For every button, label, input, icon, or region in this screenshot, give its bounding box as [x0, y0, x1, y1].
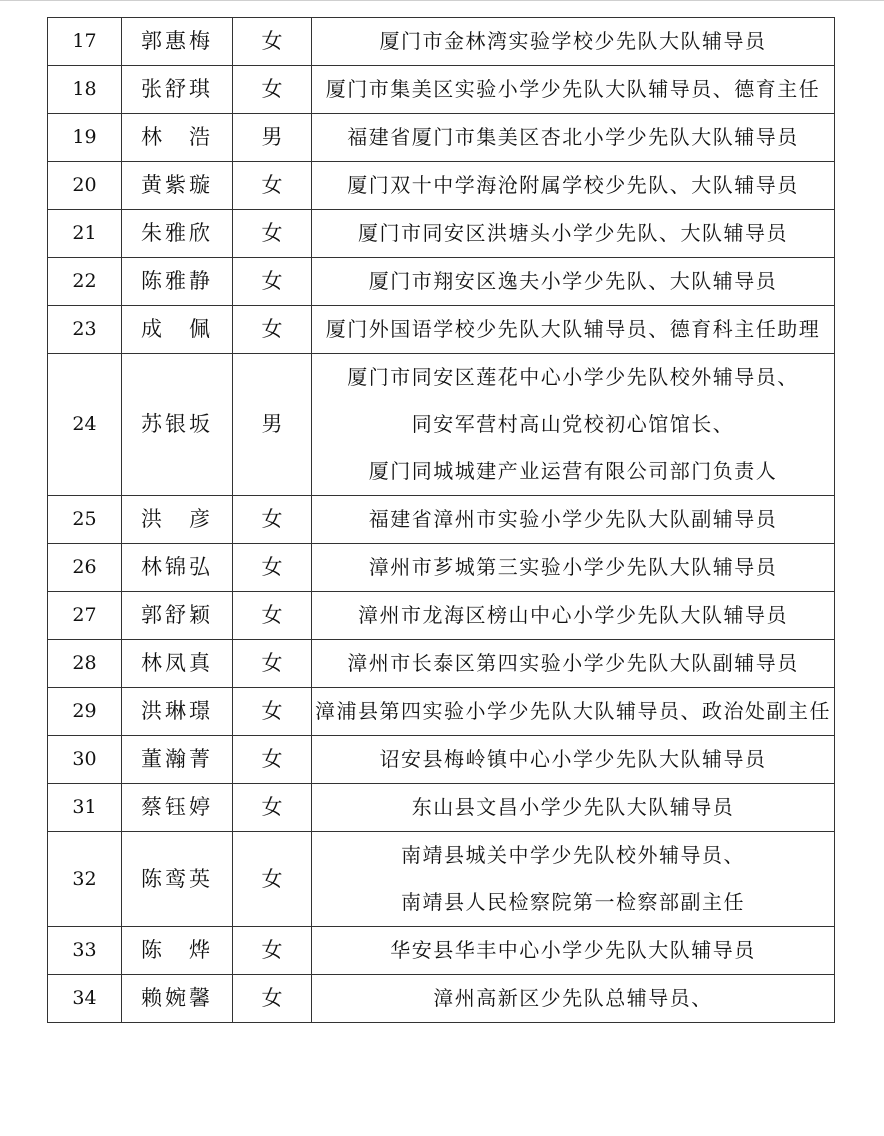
table-row — [48, 354, 835, 496]
position-cell — [312, 258, 835, 306]
table-row — [48, 306, 835, 354]
person-name-cell: 陈 烨 — [122, 927, 233, 975]
person-name-cell: 郭惠梅 — [122, 18, 233, 66]
position-cell — [312, 496, 835, 544]
table-row — [48, 66, 835, 114]
position-line: 南靖县城关中学少先队校外辅导员、 — [401, 843, 745, 867]
position-line: 漳浦县第四实验小学少先队大队辅导员、政治处副主任 — [315, 699, 831, 723]
roster-table — [47, 17, 835, 1023]
position-line: 漳州高新区少先队总辅导员、 — [433, 986, 713, 1010]
position-cell — [312, 975, 835, 1023]
table-row — [48, 784, 835, 832]
gender-cell: 女 — [233, 496, 312, 544]
position-line: 诏安县梅岭镇中心小学少先队大队辅导员 — [379, 747, 767, 771]
position-line: 福建省漳州市实验小学少先队大队副辅导员 — [368, 507, 778, 531]
table-row — [48, 18, 835, 66]
position-line: 厦门同城城建产业运营有限公司部门负责人 — [368, 459, 778, 483]
gender-cell: 男 — [233, 354, 312, 496]
position-line: 厦门市金林湾实验学校少先队大队辅导员 — [379, 29, 767, 53]
person-name-cell: 洪 彦 — [122, 496, 233, 544]
table-row — [48, 210, 835, 258]
person-name-cell: 成 佩 — [122, 306, 233, 354]
person-name-cell: 林凤真 — [122, 640, 233, 688]
position-line: 福建省厦门市集美区杏北小学少先队大队辅导员 — [347, 125, 799, 149]
table-row — [48, 736, 835, 784]
person-name-cell: 董瀚菁 — [122, 736, 233, 784]
row-number-cell: 21 — [48, 210, 122, 258]
position-cell — [312, 736, 835, 784]
position-cell — [312, 688, 835, 736]
gender-cell: 女 — [233, 640, 312, 688]
gender-cell: 女 — [233, 784, 312, 832]
row-number-cell: 26 — [48, 544, 122, 592]
person-name-cell: 张舒琪 — [122, 66, 233, 114]
table-row — [48, 162, 835, 210]
gender-cell: 女 — [233, 162, 312, 210]
row-number-cell: 29 — [48, 688, 122, 736]
person-name-cell: 赖婉馨 — [122, 975, 233, 1023]
gender-cell: 男 — [233, 114, 312, 162]
row-number-cell: 23 — [48, 306, 122, 354]
position-line: 华安县华丰中心小学少先队大队辅导员 — [390, 938, 756, 962]
position-line: 漳州市长泰区第四实验小学少先队大队副辅导员 — [347, 651, 799, 675]
position-line: 厦门双十中学海沧附属学校少先队、大队辅导员 — [347, 173, 799, 197]
table-row — [48, 496, 835, 544]
gender-cell: 女 — [233, 544, 312, 592]
position-line: 漳州市龙海区榜山中心小学少先队大队辅导员 — [358, 603, 788, 627]
table-row — [48, 114, 835, 162]
gender-cell: 女 — [233, 975, 312, 1023]
table-row — [48, 688, 835, 736]
row-number-cell: 18 — [48, 66, 122, 114]
row-number-cell: 30 — [48, 736, 122, 784]
gender-cell: 女 — [233, 306, 312, 354]
row-number-cell: 19 — [48, 114, 122, 162]
row-number-cell: 17 — [48, 18, 122, 66]
position-cell — [312, 592, 835, 640]
position-line: 厦门市同安区莲花中心小学少先队校外辅导员、 — [347, 365, 799, 389]
position-line: 厦门市翔安区逸夫小学少先队、大队辅导员 — [368, 269, 778, 293]
person-name-cell: 郭舒颖 — [122, 592, 233, 640]
page-top-divider — [0, 0, 884, 1]
person-name-cell: 苏银坂 — [122, 354, 233, 496]
person-name-cell: 陈鸾英 — [122, 832, 233, 927]
row-number-cell: 28 — [48, 640, 122, 688]
row-number-cell: 20 — [48, 162, 122, 210]
gender-cell: 女 — [233, 592, 312, 640]
gender-cell: 女 — [233, 927, 312, 975]
table-row — [48, 640, 835, 688]
gender-cell: 女 — [233, 18, 312, 66]
position-cell — [312, 544, 835, 592]
table-row — [48, 832, 835, 927]
row-number-cell: 25 — [48, 496, 122, 544]
table-row — [48, 544, 835, 592]
person-name-cell: 蔡钰婷 — [122, 784, 233, 832]
table-row — [48, 258, 835, 306]
position-line: 漳州市芗城第三实验小学少先队大队辅导员 — [368, 555, 778, 579]
row-number-cell: 32 — [48, 832, 122, 927]
gender-cell: 女 — [233, 258, 312, 306]
person-name-cell: 陈雅静 — [122, 258, 233, 306]
row-number-cell: 34 — [48, 975, 122, 1023]
position-line: 东山县文昌小学少先队大队辅导员 — [411, 795, 735, 819]
position-cell — [312, 66, 835, 114]
row-number-cell: 27 — [48, 592, 122, 640]
person-name-cell: 黄紫璇 — [122, 162, 233, 210]
position-line: 厦门外国语学校少先队大队辅导员、德育科主任助理 — [325, 317, 821, 341]
gender-cell: 女 — [233, 832, 312, 927]
gender-cell: 女 — [233, 210, 312, 258]
person-name-cell: 洪琳璟 — [122, 688, 233, 736]
position-line: 厦门市同安区洪塘头小学少先队、大队辅导员 — [358, 221, 788, 245]
position-line: 厦门市集美区实验小学少先队大队辅导员、德育主任 — [325, 77, 821, 101]
position-cell — [312, 640, 835, 688]
table-row — [48, 592, 835, 640]
position-line: 南靖县人民检察院第一检察部副主任 — [401, 890, 745, 914]
row-number-cell: 24 — [48, 354, 122, 496]
roster-table-body — [48, 18, 835, 1023]
row-number-cell: 22 — [48, 258, 122, 306]
position-line: 同安军营村高山党校初心馆馆长、 — [411, 412, 735, 436]
table-row — [48, 975, 835, 1023]
gender-cell: 女 — [233, 736, 312, 784]
position-cell — [312, 784, 835, 832]
person-name-cell: 林锦弘 — [122, 544, 233, 592]
row-number-cell: 31 — [48, 784, 122, 832]
position-cell — [312, 18, 835, 66]
position-cell — [312, 832, 835, 927]
position-cell — [312, 114, 835, 162]
person-name-cell: 林 浩 — [122, 114, 233, 162]
position-cell — [312, 162, 835, 210]
gender-cell: 女 — [233, 688, 312, 736]
person-name-cell: 朱雅欣 — [122, 210, 233, 258]
gender-cell: 女 — [233, 66, 312, 114]
row-number-cell: 33 — [48, 927, 122, 975]
position-cell — [312, 306, 835, 354]
position-cell — [312, 210, 835, 258]
position-cell — [312, 927, 835, 975]
table-row — [48, 927, 835, 975]
position-cell — [312, 354, 835, 496]
